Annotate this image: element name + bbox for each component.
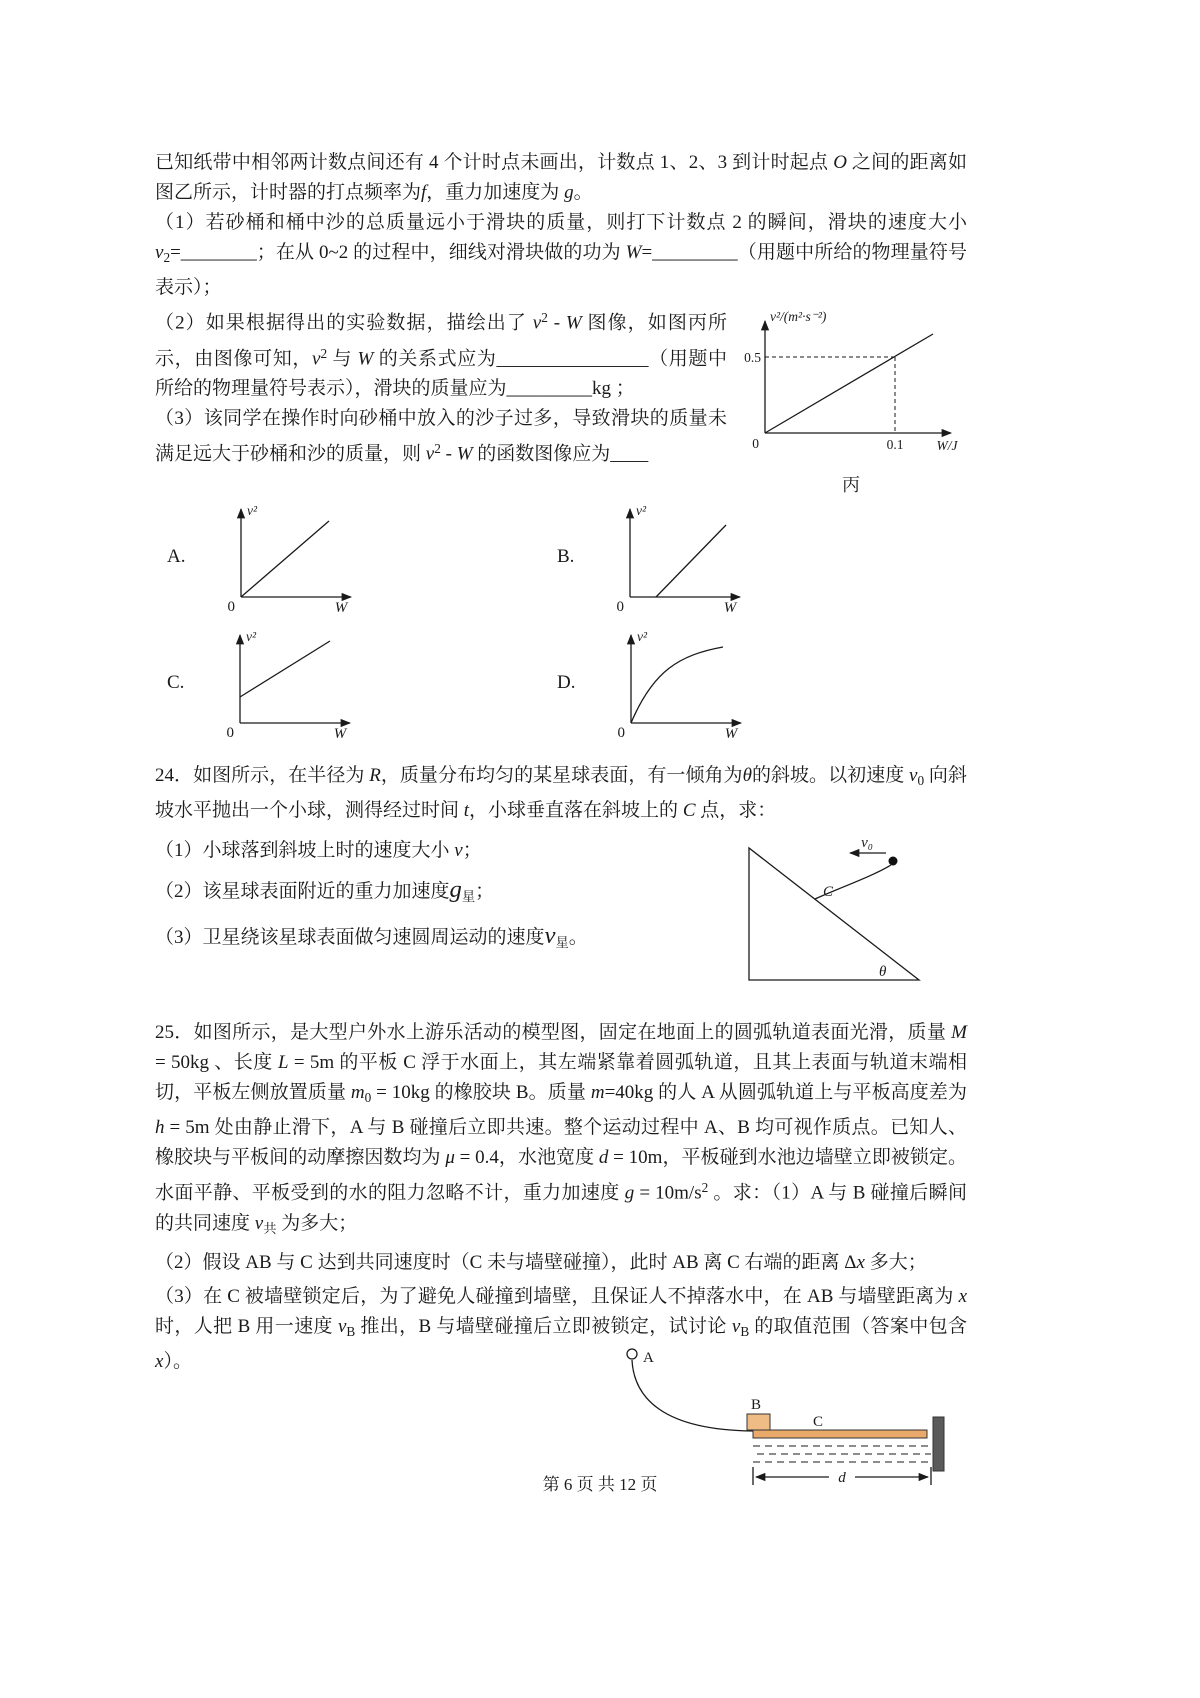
option-d-x-label: W bbox=[725, 725, 738, 739]
q23-options-grid bbox=[167, 501, 967, 739]
option-d-y-label: v² bbox=[637, 628, 648, 644]
q23-item3-paragraph: （3）该同学在操作时向砂桶中放入的沙子过多，导致滑块的质量未满足远大于砂桶和沙的质量，则 $v^2$ - W 的函数图像应为____ bbox=[155, 408, 727, 465]
option-d-curve bbox=[631, 647, 723, 723]
option-a-x-label: W bbox=[335, 599, 348, 613]
option-d-origin: 0 bbox=[617, 724, 626, 739]
option-a-graph bbox=[211, 501, 363, 613]
graph-bing-svg bbox=[737, 305, 965, 463]
bing-origin-label: 0 bbox=[752, 435, 759, 451]
option-a-y-label: v² bbox=[247, 502, 258, 518]
option-a bbox=[167, 501, 557, 613]
graph-bing-caption: 丙 bbox=[842, 474, 860, 495]
option-c-origin: 0 bbox=[226, 724, 235, 739]
option-b bbox=[557, 501, 947, 613]
q23-item2-paragraph: （2）如果根据得出的实验数据，描绘出了 $v^2$ - W 图像，如图丙所示，由图像可知，$v^2$ 与 W 的关系式应为________________（用题中所给的物理量符号表示），滑块的质量应为_________kg ； bbox=[155, 309, 727, 400]
slope-triangle bbox=[749, 848, 919, 980]
option-d-label: D. bbox=[557, 671, 576, 693]
bing-x-tick-label: 0.1 bbox=[886, 436, 904, 452]
option-a-curve bbox=[241, 521, 329, 597]
theta-label: θ bbox=[879, 963, 887, 980]
q25-item2: （2）假设 AB 与 C 达到共同速度时（C 未与墙壁碰撞），此时 AB 离 C 右端的距离 Δx 多大； bbox=[155, 1251, 927, 1273]
point-c-label: C bbox=[823, 883, 834, 900]
option-c-curve bbox=[240, 641, 330, 697]
arc-track bbox=[632, 1360, 753, 1431]
option-b-graph bbox=[600, 501, 752, 613]
q24-item1: （1）小球落到斜坡上时的速度大小 v； bbox=[155, 839, 482, 861]
q24-item2: （2）该星球表面附近的重力加速度$g_星$； bbox=[155, 875, 495, 904]
option-b-curve bbox=[656, 525, 726, 597]
label-a: A bbox=[643, 1349, 654, 1366]
q24-item3: （3）卫星绕该星球表面做匀速圆周运动的速度$v_星$。 bbox=[155, 921, 588, 950]
q25-paragraph: 25．如图所示，是大型户外水上游乐活动的模型图，固定在地面上的圆弧轨道表面光滑，质量 M = 50kg 、长度 L = 5m 的平板 C 浮于水面上，其左端紧靠着圆弧轨道，且其上表面与轨道末端相切，平板左侧放置质量 $m_0 = 10kg$ 的橡胶块 B。质量 m=40kg 的人 A 从圆弧轨道上与平板高度差为 h = 5m 处由静止滑下，A 与 B 碰撞后立即共速。整个运动过程中 A、B 均可视作质点。已知人、橡胶块与平板间的动摩擦因数均为 μ = 0.4，水池宽度 d = 10m，平板碰到水池边墙壁立即被锁定。水面平静、平板受到的水的阻力忽略不计，重力加速度 $g = 10m/s^2$ 。求：（1）A 与 B 碰撞后瞬间的共同速度 $v_共$ 为多大； bbox=[155, 1021, 968, 1236]
person-a-circle bbox=[627, 1349, 637, 1359]
option-b-y-label: v² bbox=[636, 502, 647, 518]
option-c-label: C. bbox=[167, 671, 185, 693]
wall bbox=[933, 1417, 944, 1471]
option-c-graph bbox=[210, 627, 362, 739]
block-b bbox=[747, 1414, 770, 1430]
ball bbox=[889, 856, 898, 865]
bing-y-tick-label: 0.5 bbox=[744, 349, 761, 365]
option-a-origin: 0 bbox=[227, 598, 236, 613]
page-content bbox=[155, 148, 967, 1497]
q25-diagram-svg bbox=[615, 1343, 963, 1491]
q25-item3: （3）在 C 被墙壁锁定后，为了避免人碰撞到墙壁，且保证人不掉落水中，在 AB 与墙壁距离为 x 时，人把 B 用一速度 $v_B$ 推出，B 与墙壁碰撞后立即被锁定，试讨论 $v_B$ 的取值范围（答案中包含 x）。 bbox=[155, 1285, 967, 1372]
option-d-graph bbox=[601, 627, 753, 739]
bing-x-axis-label: W/J bbox=[936, 437, 958, 453]
option-d bbox=[557, 627, 947, 739]
graph-bing bbox=[737, 305, 967, 497]
bing-data-line bbox=[765, 334, 933, 433]
option-c bbox=[167, 627, 557, 739]
q24-row bbox=[155, 834, 967, 994]
q24-stem-paragraph: 24．如图所示，在半径为 R，质量分布均匀的某星球表面，有一倾角为θ的斜坡。以初速度 $v_0$ 向斜坡水平抛出一个小球，测得经过时间 t，小球垂直落在斜坡上的 C 点，求： bbox=[155, 764, 967, 821]
option-c-x-label: W bbox=[334, 725, 347, 739]
page-footer: 第 6 页 共 12 页 bbox=[542, 1475, 658, 1494]
label-b: B bbox=[751, 1396, 762, 1413]
option-b-origin: 0 bbox=[616, 598, 625, 613]
label-d: d bbox=[838, 1469, 846, 1486]
q24-items bbox=[155, 834, 731, 994]
bing-y-axis-label: v²/(m²·s⁻²) bbox=[770, 308, 827, 324]
plank-c bbox=[753, 1430, 927, 1438]
q23-item1-paragraph: （1）若砂桶和桶中沙的总质量远小于滑块的质量，则打下计数点 2 的瞬间，滑块的速度大小 $v_2=\_\_\_\_\_\_\_\_$；在从 0~2 的过程中，细线对滑块做的功为 W=_________（用题中所给的物理量符号表示）； bbox=[155, 212, 968, 298]
q23-wrap-block bbox=[155, 303, 967, 495]
option-b-x-label: W bbox=[724, 599, 737, 613]
option-c-y-label: v² bbox=[246, 628, 257, 644]
label-c: C bbox=[813, 1413, 824, 1430]
option-b-label: B. bbox=[557, 545, 575, 567]
option-a-label: A. bbox=[167, 545, 186, 567]
intro-paragraph: 已知纸带中相邻两计数点间还有 4 个计时点未画出，计数点 1、2、3 到计时起点 O 之间的距离如图乙所示，计时器的打点频率为f，重力加速度为 g。 bbox=[155, 152, 967, 203]
v0-label: v₀ bbox=[861, 834, 873, 851]
q24-diagram bbox=[731, 834, 941, 994]
